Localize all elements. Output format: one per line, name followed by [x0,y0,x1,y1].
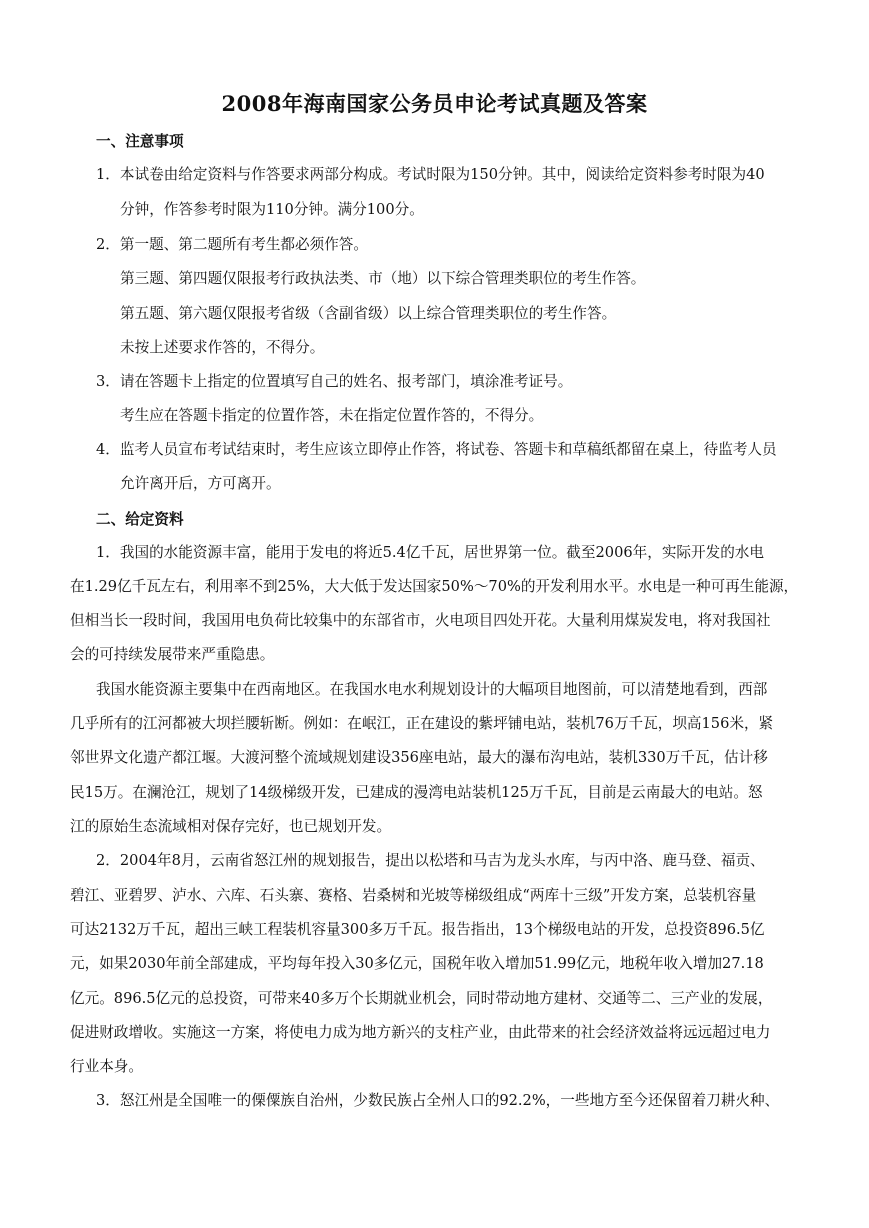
materials-line: 促进财政增收。实施这一方案，将使电力成为地方新兴的支柱产业，由此带来的社会经济效益将远远超过电力 [70,1024,771,1041]
notes-line: 第三题、第四题仅限报考行政执法类、市（地）以下综合管理类职位的考生作答。 [120,270,646,287]
materials-line: 元，如果2030年前全部建成，平均每年投入30多亿元，国税年收入增加51.99亿元，地税年收入增加27.18 [70,955,764,972]
notes-line: 2．第一题、第二题所有考生都必须作答。 [96,236,368,253]
notes-line: 分钟，作答参考时限为110分钟。满分100分。 [120,201,424,218]
notes-line: 允许离开后，方可离开。 [120,475,281,492]
section-heading-notes: 一、注意事项 [96,133,184,150]
materials-line: 几乎所有的江河都被大坝拦腰斩断。例如：在岷江，正在建设的紫坪铺电站，装机76万千瓦，坝高156米，紧 [70,715,774,732]
notes-line: 4．监考人员宣布考试结束时，考生应该立即停止作答，将试卷、答题卡和草稿纸都留在桌上，待监考人员 [96,441,777,458]
materials-line: 亿元。896.5亿元的总投资，可带来40多万个长期就业机会，同时带动地方建材、交通等二、三产业的发展， [70,990,773,1007]
notes-line: 1．本试卷由给定资料与作答要求两部分构成。考试时限为150分钟。其中，阅读给定资料参考时限为40 [96,166,765,183]
materials-line: 3．怒江州是全国唯一的傈僳族自治州，少数民族占全州人口的92.2%，一些地方至今还保留着刀耕火种、 [96,1092,780,1109]
materials-line: 1．我国的水能资源丰富，能用于发电的将近5.4亿千瓦，居世界第一位。截至2006年，实际开发的水电 [96,544,764,561]
materials-line: 会的可持续发展带来严重隐患。 [70,646,275,663]
notes-line: 考生应在答题卡指定的位置作答，未在指定位置作答的，不得分。 [120,407,544,424]
materials-line: 碧江、亚碧罗、泸水、六库、石头寨、赛格、岩桑树和光坡等梯级组成“两库十三级”开发方案，总装机容量 [70,887,757,904]
section-heading-materials: 二、给定资料 [96,511,184,528]
materials-line: 可达2132万千瓦，超出三峡工程装机容量300多万千瓦。报告指出，13个梯级电站的开发，总投资896.5亿 [70,921,765,938]
materials-line: 在1.29亿千瓦左右，利用率不到25%，大大低于发达国家50%～70%的开发利用水平。水电是一种可再生能源， [70,578,799,595]
materials-line: 行业本身。 [70,1058,143,1075]
page-title: 2008年海南国家公务员申论考试真题及答案 [221,91,648,116]
materials-line: 邻世界文化遗产都江堰。大渡河整个流域规划建设356座电站，最大的瀑布沟电站，装机330万千瓦，估计移 [70,749,768,766]
materials-line: 民15万。在澜沧江，规划了14级梯级开发，已建成的漫湾电站装机125万千瓦，目前是云南最大的电站。怒 [70,784,763,801]
notes-line: 第五题、第六题仅限报考省级（含副省级）以上综合管理类职位的考生作答。 [120,305,617,322]
materials-line: 江的原始生态流域相对保存完好，也已规划开发。 [70,818,392,835]
materials-line: 2．2004年8月，云南省怒江州的规划报告，提出以松塔和马吉为龙头水库，与丙中洛、鹿马登、福贡、 [96,852,765,869]
notes-line: 未按上述要求作答的，不得分。 [120,339,325,356]
materials-line: 但相当长一段时间，我国用电负荷比较集中的东部省市，火电项目四处开花。大量利用煤炭发电，将对我国社 [70,612,771,629]
materials-line: 我国水能资源主要集中在西南地区。在我国水电水利规划设计的大幅项目地图前，可以清楚地看到，西部 [96,681,768,698]
notes-line: 3．请在答题卡上指定的位置填写自己的姓名、报考部门，填涂准考证号。 [96,373,573,390]
